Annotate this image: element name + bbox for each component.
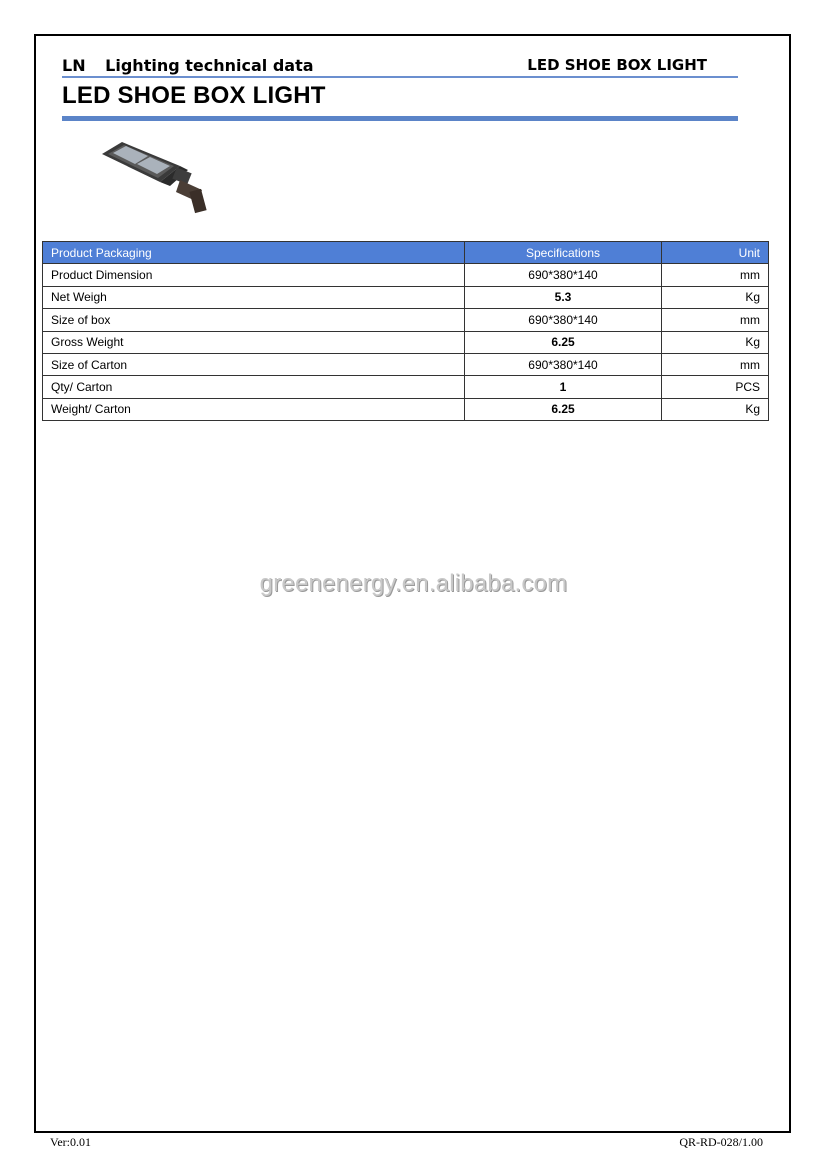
row-name: Weight/ Carton	[43, 398, 465, 420]
table-row	[43, 309, 769, 331]
footer-doc-code: QR-RD-028/1.00	[679, 1135, 763, 1149]
row-spec: 5.3	[465, 286, 662, 308]
row-spec: 690*380*140	[465, 353, 662, 375]
header-product-name: LED SHOE BOX LIGHT	[527, 56, 707, 74]
table-header-row	[43, 242, 769, 264]
row-name: Gross Weight	[43, 331, 465, 353]
title-divider	[62, 116, 738, 121]
column-header-product-packaging: Product Packaging	[43, 242, 465, 264]
row-name: Qty/ Carton	[43, 376, 465, 398]
page-title: LED SHOE BOX LIGHT	[62, 82, 326, 109]
table-row	[43, 286, 769, 308]
column-header-unit: Unit	[662, 242, 769, 264]
row-unit: mm	[662, 264, 769, 286]
row-spec: 690*380*140	[465, 309, 662, 331]
table-row	[43, 331, 769, 353]
table-row	[43, 376, 769, 398]
table-row	[43, 264, 769, 286]
footer-version: Ver:0.01	[50, 1135, 91, 1149]
row-unit: mm	[662, 309, 769, 331]
column-header-specifications: Specifications	[465, 242, 662, 264]
row-unit: Kg	[662, 398, 769, 420]
row-name: Size of box	[43, 309, 465, 331]
section-title: Lighting technical data	[105, 56, 314, 75]
row-spec: 690*380*140	[465, 264, 662, 286]
specifications-table	[42, 241, 769, 421]
row-name: Size of Carton	[43, 353, 465, 375]
row-spec: 6.25	[465, 398, 662, 420]
header-divider	[62, 76, 738, 78]
led-shoe-box-light-image	[94, 134, 224, 218]
row-unit: mm	[662, 353, 769, 375]
watermark: greenenergy.en.alibaba.com	[259, 570, 568, 597]
row-unit: Kg	[662, 331, 769, 353]
table-row	[43, 353, 769, 375]
row-unit: PCS	[662, 376, 769, 398]
table-row	[43, 398, 769, 420]
header-left	[62, 56, 314, 75]
row-name: Product Dimension	[43, 264, 465, 286]
row-spec: 6.25	[465, 331, 662, 353]
row-name: Net Weigh	[43, 286, 465, 308]
row-spec: 1	[465, 376, 662, 398]
row-unit: Kg	[662, 286, 769, 308]
company-code: LN	[62, 56, 86, 75]
